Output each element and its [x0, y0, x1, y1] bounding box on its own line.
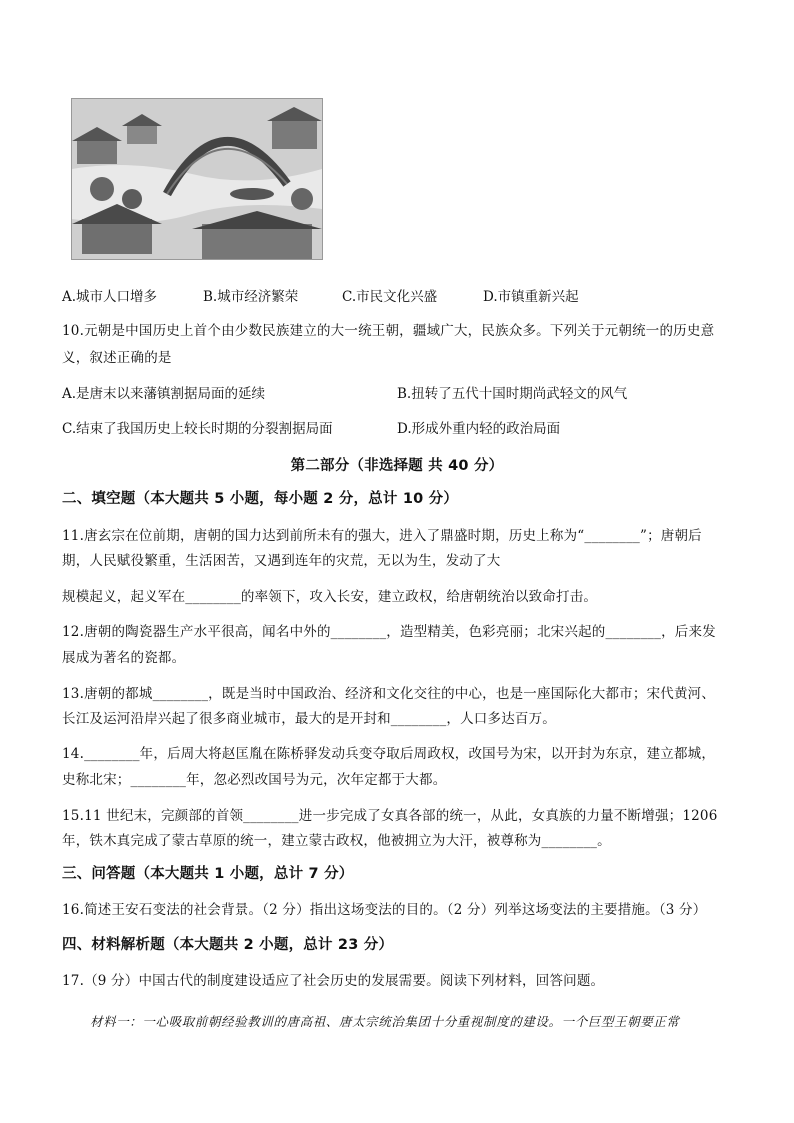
q9-option-a: A.城市人口增多: [62, 289, 158, 305]
q10-stem-line1: 10.元朝是中国历史上首个由少数民族建立的大一统王朝，疆域广大，民族众多。下列关于元朝统一的历史意: [62, 323, 715, 339]
q11-line2: 期，人民赋役繁重，生活困苦，又遇到连年的灾荒，无以为生，发动了大: [62, 553, 501, 569]
q13-line2: 长江及运河沿岸兴起了很多商业城市，最大的是开封和________，人口多达百万。: [62, 711, 556, 727]
q11-line1: 11.唐玄宗在位前期，唐朝的国力达到前所未有的强大，进入了鼎盛时期，历史上称为“________”；唐朝后: [62, 528, 702, 544]
section4-title: 四、材料解析题（本大题共 2 小题，总计 23 分）: [62, 937, 394, 953]
section2-title: 二、填空题（本大题共 5 小题，每小题 2 分，总计 10 分）: [62, 491, 459, 507]
material1-text: 材料一：一心吸取前朝经验教训的唐高祖、唐太宗统治集团十分重视制度的建设。一个巨型王朝要正常: [90, 1014, 680, 1029]
city-painting-illustration: [72, 99, 322, 259]
part2-title: 第二部分（非选择题 共 40 分）: [290, 458, 504, 474]
q9-option-d: D.市镇重新兴起: [483, 289, 579, 305]
q9-option-b: B.城市经济繁荣: [203, 289, 299, 305]
section3-title: 三、问答题（本大题共 1 小题，总计 7 分）: [62, 866, 354, 882]
q11-line3: 规模起义，起义军在________的率领下，攻入长安，建立政权，给唐朝统治以致命打击。: [62, 589, 598, 605]
q13-line1: 13.唐朝的都城________，既是当时中国政治、经济和文化交往的中心，也是一座国际化大都市；宋代黄河、: [62, 686, 716, 702]
q10-stem-line2: 义，叙述正确的是: [62, 350, 172, 366]
q12-line2: 展成为著名的瓷都。: [62, 650, 186, 666]
painting-image: [71, 98, 323, 260]
q16-text: 16.简述王安石变法的社会背景。（2 分）指出这场变法的目的。（2 分）列举这场变法的主要措施。（3 分）: [62, 902, 707, 918]
q14-line2: 史称北宋；________年，忽必烈改国号为元，次年定都于大都。: [62, 772, 447, 788]
q9-option-c: C.市民文化兴盛: [342, 289, 438, 305]
q12-line1: 12.唐朝的陶瓷器生产水平很高，闻名中外的________，造型精美，色彩亮丽；北宋兴起的________，后来发: [62, 624, 716, 640]
q15-line1: 15.11 世纪末，完颜部的首领________进一步完成了女真各部的统一，从此，女真族的力量不断增强；1206: [62, 808, 718, 824]
q17-text: 17.（9 分）中国古代的制度建设适应了社会历史的发展需要。阅读下列材料，回答问题。: [62, 973, 605, 989]
q10-option-d: D.形成外重内轻的政治局面: [397, 421, 561, 437]
q14-line1: 14.________年，后周大将赵匡胤在陈桥驿发动兵变夺取后周政权，改国号为宋，以开封为东京，建立都城，: [62, 746, 716, 762]
q10-option-b: B.扭转了五代十国时期尚武轻文的风气: [397, 386, 628, 402]
q10-option-a: A.是唐末以来藩镇割据局面的延续: [62, 386, 266, 402]
q15-line2: 年，铁木真完成了蒙古草原的统一，建立蒙古政权，他被拥立为大汗，被尊称为________。: [62, 833, 611, 849]
q10-option-c: C.结束了我国历史上较长时期的分裂割据局面: [62, 421, 333, 437]
